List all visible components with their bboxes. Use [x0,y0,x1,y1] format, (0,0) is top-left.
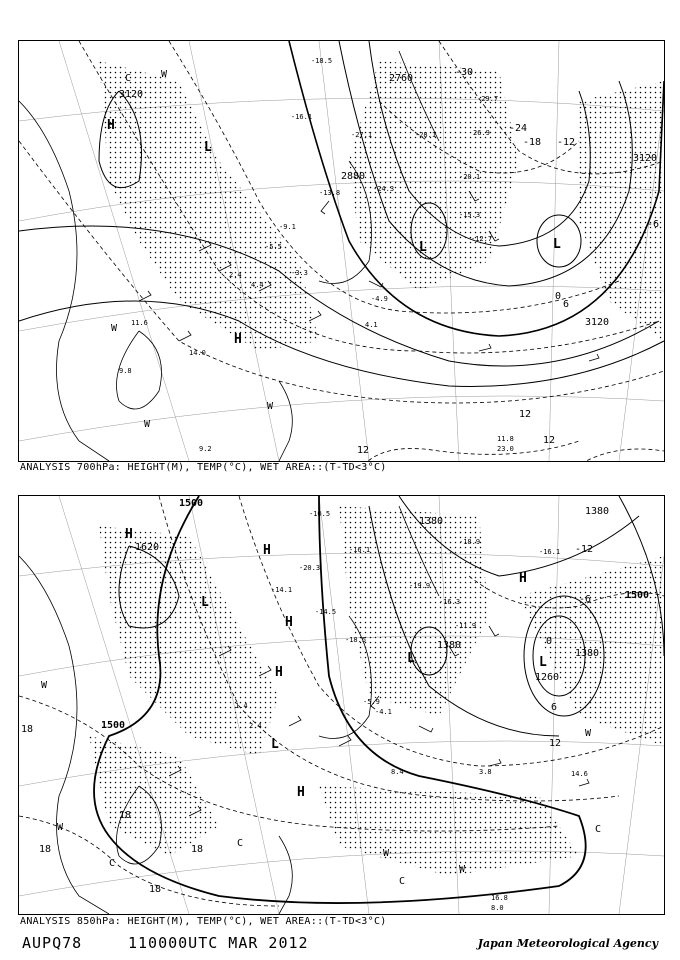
high-center-850-b: H [263,543,271,558]
low-center-850-a: L [201,595,209,610]
temp-label-850-18d: 18 [149,884,162,895]
warm-center-850-d: W [459,864,466,875]
station-700-12: 4.4 [251,281,264,289]
temp-label-700-12c: 12 [543,435,556,446]
station-700-1: -18.5 [311,57,333,65]
station-850-17: -18.9 [459,538,481,546]
station-850-4: -14.5 [315,608,337,616]
low-center-700-a: L [419,240,427,255]
warm-center-850-c: W [383,848,390,859]
height-label-700-s: 3120 [585,317,610,328]
station-850-11: -4.1 [375,708,392,716]
temp-label-850-6: 6 [551,702,558,713]
station-700-15: 14.0 [189,349,206,357]
cold-center-850-c: C [399,876,406,887]
high-center-850-a: H [125,527,133,542]
temp-contours-700 [19,41,664,461]
warm-center-850-e: W [585,728,592,739]
station-700-13: -4.9 [371,295,388,303]
height-label-700-e: 3120 [633,153,658,164]
height-label-700-w: 3120 [119,89,144,100]
high-center-850-d: H [275,665,283,680]
low-center-850-d: L [271,737,279,752]
station-700-10: -3.3 [291,269,308,277]
station-700-9: -5.5 [265,243,282,251]
station-700-20: -15.3 [459,211,481,219]
height-label-850-w: 1500 [101,720,126,731]
temp-label-700-12b: 12 [357,445,370,456]
station-700-3: -27.1 [351,131,373,139]
caption-850hpa: ANALYSIS 850hPa: HEIGHT(M), TEMP(°C), WET AREA::(T-TD<3°C) [20,916,387,927]
station-700-16: 9.8 [119,367,132,375]
caption-700hpa: ANALYSIS 700hPa: HEIGHT(M), TEMP(°C), WET AREA::(T-TD<3°C) [20,462,387,473]
temp-label-700-m12: -12 [557,137,576,148]
station-850-3: -14.1 [271,586,293,594]
temp-label-700-12a: 12 [519,409,532,420]
station-850-7: -19.9 [409,582,431,590]
temp-label-850-m12: -12 [575,544,594,555]
height-label-700-2880: 2880 [341,171,366,182]
height-label-850-1260: 1260 [535,672,560,683]
warm-center-700-d: W [267,401,274,412]
low-center-850-b: L [407,651,415,666]
temp-label-700-6: 6 [563,299,570,310]
temp-label-850-18a: 18 [21,724,34,735]
station-700-21: -24.3 [373,185,395,193]
station-700-19: -12.7 [471,235,493,243]
station-700-11: 2.4 [229,271,242,279]
issue-time: 110000UTC MAR 2012 [128,934,309,952]
bulletin-id: AUPQ78 [22,934,83,952]
height-label-850-1380-e: 1380 [575,648,600,659]
cold-center-850-b: C [237,838,244,849]
station-850-1: -10.5 [309,510,331,518]
height-label-850-1380-c: 1380 [437,640,462,651]
high-center-850-f: H [519,571,527,586]
station-700-5: 26.9 [473,129,490,137]
low-center-700-c: L [204,140,212,155]
station-850-16: 16.8 [491,894,508,902]
temp-label-850-m6: -6 [579,594,592,605]
station-850-15: 14.6 [571,770,588,778]
station-700-24: 4.1 [365,321,378,329]
station-700-4: -28.1 [415,131,437,139]
high-center-850-c: H [285,615,293,630]
station-700-2: -16.1 [291,113,313,121]
station-700-14: 11.6 [131,319,148,327]
temp-label-700-0: 0 [555,291,562,302]
station-700-8: -9.1 [279,223,296,231]
temp-label-850-18b: 18 [119,810,132,821]
station-850-20: 8.0 [491,904,504,912]
temp-label-850-18e: 18 [191,844,204,855]
temp-label-850-18c: 18 [39,844,52,855]
height-label-850-1380-n: 1380 [419,516,444,527]
temp-label-700-m24: -24 [509,123,528,134]
station-700-22: -29.7 [477,95,499,103]
station-700-23: 9.2 [199,445,212,453]
station-700-17: 11.8 [497,435,514,443]
high-center-700-b: H [234,332,242,347]
height-label-850-e: 1500 [625,590,650,601]
temp-label-850-0: 0 [546,636,553,647]
wet-area-850 [89,506,664,876]
height-label-700-2760: 2760 [389,73,414,84]
warm-center-850-b: W [57,822,64,833]
agency-name: Japan Meteorological Agency [477,937,658,950]
station-850-12: 1.4 [235,702,248,710]
cold-center-700-a: C [125,73,132,84]
station-700-6: -20.1 [459,173,481,181]
station-850-9: -11.9 [455,622,477,630]
temp-label-700-m30: -30 [455,67,474,78]
map-700hpa [18,40,665,462]
warm-center-700-b: W [111,323,118,334]
low-center-850-c: L [539,655,547,670]
station-850-14: 8.4 [391,768,404,776]
temp-label-700-m6: -6 [647,219,660,230]
cold-center-850-a: C [109,858,116,869]
station-850-10: -5.9 [363,698,380,706]
station-850-19: 3.8 [479,768,492,776]
low-center-700-b: L [553,237,561,252]
height-label-850-1620: 1620 [135,542,160,553]
station-850-18: -16.1 [539,548,561,556]
warm-center-700-c: W [144,419,151,430]
station-850-2: -20.3 [299,564,321,572]
warm-center-850-a: W [41,680,48,691]
map-850hpa-svg [19,496,664,914]
warm-center-700-a: W [161,69,168,80]
map-850hpa [18,495,665,915]
station-700-7: -13.8 [319,189,341,197]
map-700hpa-svg [19,41,664,461]
station-850-5: -16.1 [349,546,371,554]
station-850-13: 2.4 [249,722,262,730]
high-center-850-e: H [297,785,305,800]
temp-label-700-m18: -18 [523,137,542,148]
high-center-700-a: H [107,118,115,133]
temp-label-850-12: 12 [549,738,562,749]
height-label-850-nw: 1500 [179,498,204,509]
station-850-6: -18.5 [345,636,367,644]
station-850-8: -16.3 [439,598,461,606]
cold-center-850-d: C [595,824,602,835]
height-label-850-1380-ne: 1380 [585,506,610,517]
station-700-18: 23.0 [497,445,514,453]
